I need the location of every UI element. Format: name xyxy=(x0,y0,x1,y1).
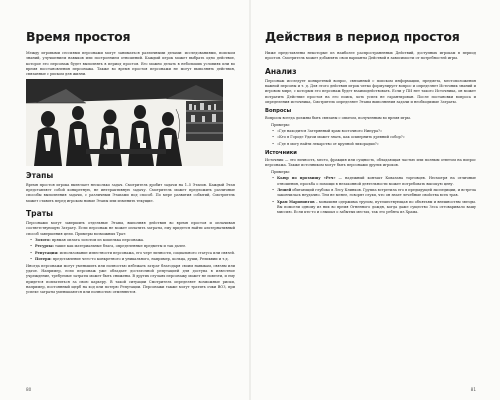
bullet-icon: • xyxy=(272,135,275,140)
cost-term: Репутация: xyxy=(35,250,59,255)
list-item xyxy=(265,200,476,216)
bullet-icon: • xyxy=(30,244,33,249)
cost-text: представление чего-то конкретного и уникального, например, кольца, души, Реликвии и т.д. xyxy=(52,257,229,262)
cost-text: такие как материальные блага, определенные предметы и так далее. xyxy=(55,244,187,249)
cost-term: Ресурсы: xyxy=(35,244,54,249)
sources-examples-label: Примеры: xyxy=(271,169,290,174)
source-text: обитающий глубоко в Лесу Клинков. Группа встретила его в предыдущей экспедиции, и встреча закончилась неудачно. Тем не менее, говорят слухи, что он знает лечебные свойства всех трав. xyxy=(277,187,476,198)
left-intro-paragraph: Между игровыми сессиями персонажи могут заниматься различными делами: исследованиями, поиском знаний, улучшением навыков или построением отношений. Каждый игрок может выбрать одно действие, которое его персонаж будет выполнять в период простоя. Его можно делать в небольших условиях или во время восстановления персонажа. Также во время простоя персонажи не могут выполнять действия, связанные с риском для жизни. xyxy=(26,51,235,77)
sources-paragraph: Источник — это личность, место, фракция или сущность, обладающая частью или полным ответом на вопрос персонажа. Также источником могут быть персонажи других игроков. xyxy=(265,158,476,168)
right-page xyxy=(251,0,500,400)
question-example: «Где находится Затерянный храм восточного Нипура?» xyxy=(277,129,383,134)
bullet-icon: • xyxy=(272,176,275,181)
source-term: Кьюр по прозвищу «Реч» xyxy=(277,176,336,181)
list-item xyxy=(26,238,235,243)
costs-heading: Траты xyxy=(26,209,54,219)
costs-list xyxy=(26,238,235,262)
page-number-right: 81 xyxy=(470,387,476,392)
source-text: – монахиня одержима трупом, путешествующая по объятьям и внешностям звезды. Вы помогли одному из них во время Огненного дождя, когда даже существо Зеса отговаривало вашу миссию. Если кто-то и слышал о забытых местах, так это ребята из Храма. xyxy=(277,199,476,215)
list-item xyxy=(265,188,476,199)
analysis-heading: Анализ xyxy=(265,66,297,76)
questions-paragraph: Вопросы всегда должны быть связаны с опытом, полученным во время игры. xyxy=(265,116,411,121)
stages-paragraph: Время простоя игрока включает несколько задач. Смотритель дробит задачи на 1–5 Этапов. Каждый Этап представляет собой конкретную, не интерактивную задачу. Смотритель может предложить различные способы выполнения задачи, с различным Этапами под способ. По мере развития событий, Смотритель может ставить перед игроком новые Этапы или изменить текущие. xyxy=(26,182,235,203)
right-intro-paragraph: Ниже представлены некоторые из наиболее распространенных Действий, доступных игрокам в период простоя. Смотритель может добавлять свои варианты Действий в зависимости от потребностей игры. xyxy=(265,51,476,61)
bullet-icon: • xyxy=(30,250,33,255)
list-item xyxy=(265,129,476,134)
sources-examples-list xyxy=(265,176,476,215)
source-text: — надежный контакт Ковалана торговцев. Несмотря на отличные отношения, просьба о помощи в незаконной деятельности может потребовать высокую цену. xyxy=(277,176,476,186)
list-item xyxy=(26,251,235,256)
costs-paragraph: Персонажи могут завершить отдельные Этапы, выполняя действия во время простоя и оплачивая соответствующую Затрату. Если персонаж не может оплатить затраты, ему придется найти альтернативный способ завершения цели. Примеры возможных Трат: xyxy=(26,221,235,236)
page-number-left: 80 xyxy=(26,387,32,392)
cost-term: Потеря: xyxy=(35,257,52,262)
bullet-icon: • xyxy=(30,257,33,262)
bullet-icon: • xyxy=(272,199,275,204)
left-page-title: Время простоя xyxy=(26,29,131,44)
cost-text: прямая оплата золотом из кошелька персонажа. xyxy=(51,238,145,243)
cost-term: Золото: xyxy=(35,238,51,243)
bullet-icon: • xyxy=(272,129,275,134)
questions-examples-label: Примеры: xyxy=(271,122,290,127)
list-item xyxy=(26,244,235,249)
costs-closing-paragraph: Иногда персонажи могут уменьшить или полностью избежать затрат благодаря своим навыкам, связям или удаче. Например, если персонаж уже обладает достаточной репутацией для доступа в известное учреждение, требуемые затраты может быть снижены. В других случаях персонажу может не повезти, и ему придется поплатиться за свою карьеру. В такой ситуации Смотритель определяет возможные риски, например, постоянный щерб на ход или потерю Репутации. Персонажи также могут тратить очки ВОЗ, при успехе затраты уменьшаются или полностью отменяются. xyxy=(26,263,235,295)
list-item xyxy=(265,142,476,147)
sources-heading: Источники xyxy=(265,150,297,157)
source-term: Лешей xyxy=(277,187,292,192)
list-item xyxy=(265,176,476,187)
bullet-icon: • xyxy=(30,238,33,243)
question-example: «Где я могу найти лекарство от крупной лихорадки?» xyxy=(277,141,379,146)
questions-examples-list xyxy=(265,129,476,147)
cost-text: использование известности персонажа, его черт личности, социального статуса или связей. xyxy=(59,250,235,255)
question-example: «Кто в Городе Удачи может знать, как осквернить древний собор?» xyxy=(277,135,405,140)
questions-heading: Вопросы xyxy=(265,108,292,115)
left-page xyxy=(0,0,249,400)
stages-heading: Этапы xyxy=(26,170,54,180)
analysis-paragraph: Персонаж исследует конкретный вопрос, связанный с поиском информации, предмета, местоположения важной персоны и т. д. Для этого действия игрок четко формулирует вопрос и определяет Источник знаний и игровом мире, с которым его персонаж будет взаимодействовать. Если у ПИ нет такого Источника, он может потратить Действие простоя на его поиск, хоть успех не гарантирован. После постановки вопроса и определения источника, Смотритель определяет Этапы выполнения задачи и необходимые Затраты. xyxy=(265,78,476,105)
list-item xyxy=(265,135,476,140)
source-term: Храм Мароновтов xyxy=(277,199,315,204)
adventurers-illustration xyxy=(26,79,223,166)
bullet-icon: • xyxy=(272,187,275,192)
list-item xyxy=(26,257,235,262)
right-page-title: Действия в период простоя xyxy=(265,29,460,44)
bullet-icon: • xyxy=(272,141,275,146)
